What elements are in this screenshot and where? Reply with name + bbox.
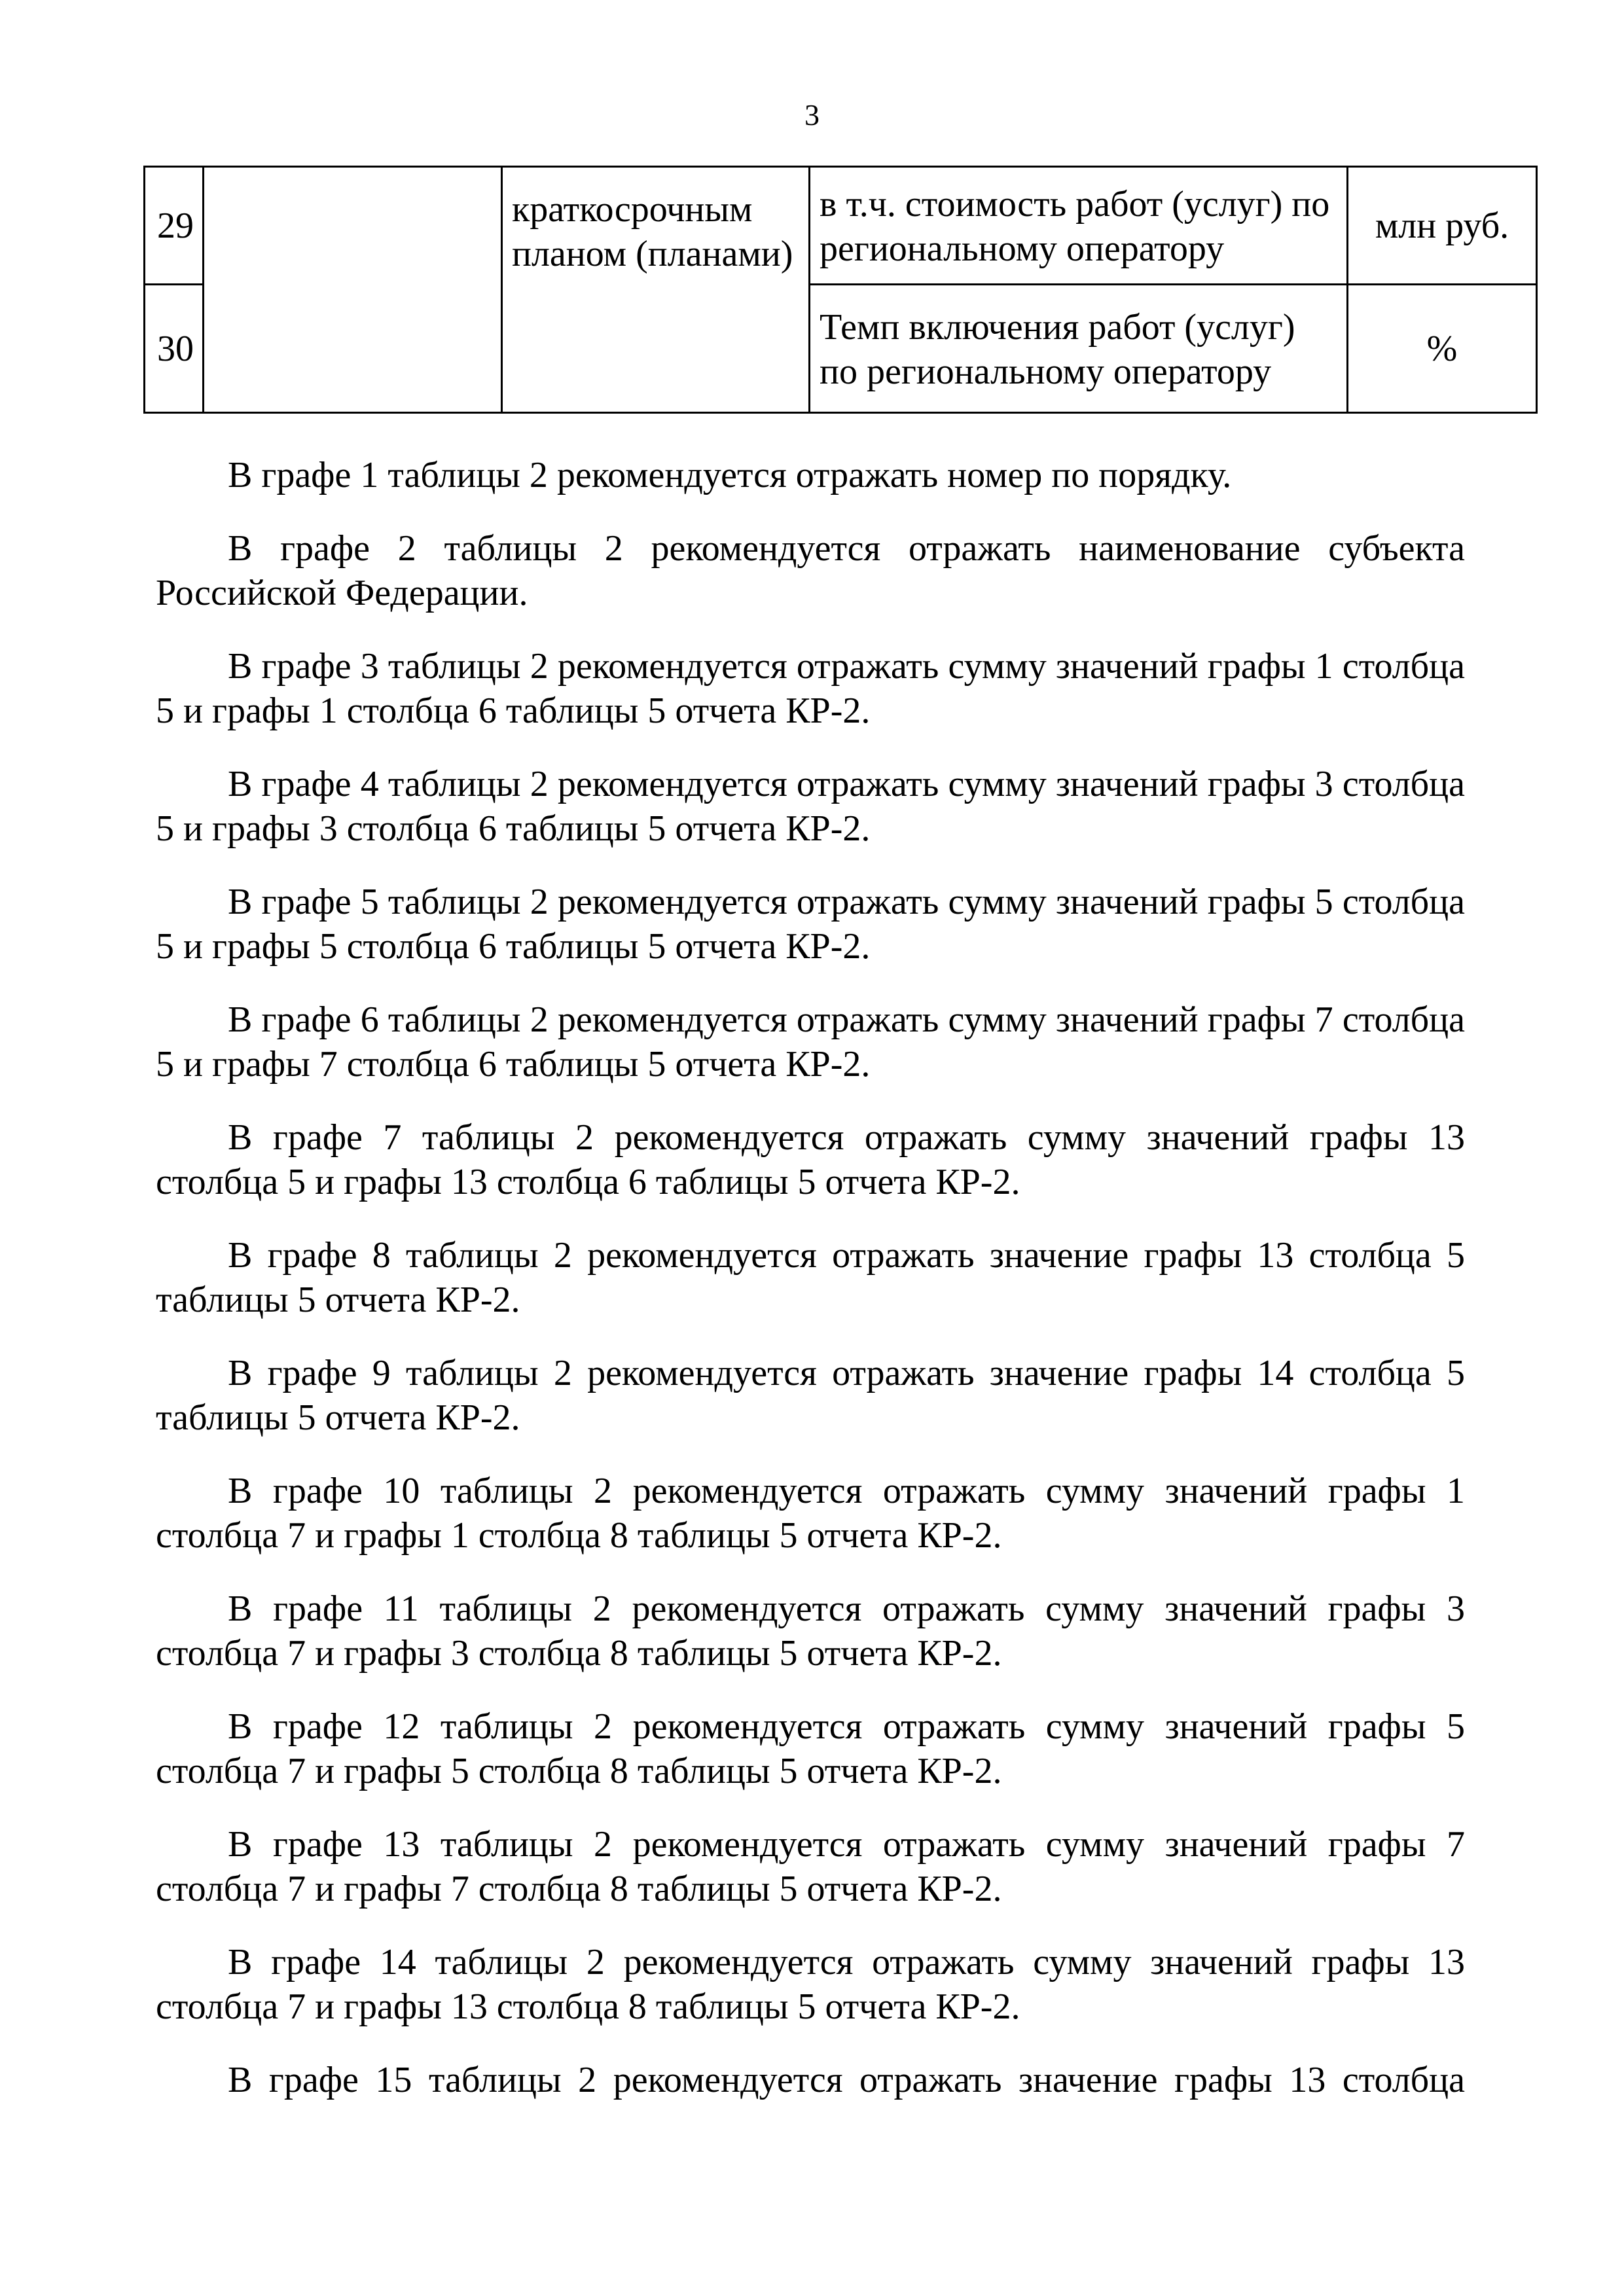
page-number: 3: [804, 98, 820, 132]
row-description: в т.ч. стоимость работ (услуг) по региональному оператору: [810, 167, 1348, 285]
paragraph: В графе 12 таблицы 2 рекомендуется отражать сумму значений графы 5 столбца 7 и графы 5 столбца 8 таблицы 5 отчета КР-2.: [156, 1706, 1465, 1791]
row-number: 29: [145, 167, 204, 285]
paragraph: В графе 7 таблицы 2 рекомендуется отражать сумму значений графы 13 столбца 5 и графы 13 столбца 6 таблицы 5 отчета КР-2.: [156, 1117, 1465, 1202]
paragraph: В графе 6 таблицы 2 рекомендуется отражать сумму значений графы 7 столбца 5 и графы 7 столбца 6 таблицы 5 отчета КР-2.: [156, 999, 1465, 1085]
paragraph: В графе 9 таблицы 2 рекомендуется отражать значение графы 14 столбца 5 таблицы 5 отчета КР-2.: [156, 1353, 1465, 1438]
paragraph: В графе 2 таблицы 2 рекомендуется отражать наименование субъекта Российской Федерации.: [156, 528, 1465, 613]
spec-table: [143, 166, 1538, 414]
paragraph: В графе 15 таблицы 2 рекомендуется отражать значение графы 13 столбца: [228, 2060, 1465, 2100]
paragraph: В графе 11 таблицы 2 рекомендуется отражать сумму значений графы 3 столбца 7 и графы 3 столбца 8 таблицы 5 отчета КР-2.: [156, 1588, 1465, 1674]
paragraph: В графе 4 таблицы 2 рекомендуется отражать сумму значений графы 3 столбца 5 и графы 3 столбца 6 таблицы 5 отчета КР-2.: [156, 764, 1465, 849]
paragraph: В графе 10 таблицы 2 рекомендуется отражать сумму значений графы 1 столбца 7 и графы 1 столбца 8 таблицы 5 отчета КР-2.: [156, 1471, 1465, 1556]
paragraph: В графе 13 таблицы 2 рекомендуется отражать сумму значений графы 7 столбца 7 и графы 7 столбца 8 таблицы 5 отчета КР-2.: [156, 1824, 1465, 1909]
paragraph: В графе 1 таблицы 2 рекомендуется отражать номер по порядку.: [228, 455, 1232, 495]
body-text: [156, 453, 1465, 2131]
paragraph: В графе 5 таблицы 2 рекомендуется отражать сумму значений графы 5 столбца 5 и графы 5 столбца 6 таблицы 5 отчета КР-2.: [156, 882, 1465, 967]
row-number: 30: [145, 285, 204, 413]
table-row: [145, 167, 1537, 285]
row-unit: %: [1348, 285, 1537, 413]
paragraph: В графе 3 таблицы 2 рекомендуется отражать сумму значений графы 1 столбца 5 и графы 1 столбца 6 таблицы 5 отчета КР-2.: [156, 646, 1465, 731]
paragraph: В графе 14 таблицы 2 рекомендуется отражать сумму значений графы 13 столбца 7 и графы 13 столбца 8 таблицы 5 отчета КР-2.: [156, 1942, 1465, 2027]
plan-cell: краткосрочным планом (планами): [502, 167, 810, 413]
row-unit: млн руб.: [1348, 167, 1537, 285]
paragraph: В графе 8 таблицы 2 рекомендуется отражать значение графы 13 столбца 5 таблицы 5 отчета КР-2.: [156, 1235, 1465, 1320]
empty-cell: [204, 167, 502, 413]
row-description: Темп включения работ (услуг) по региональному оператору: [810, 285, 1348, 413]
